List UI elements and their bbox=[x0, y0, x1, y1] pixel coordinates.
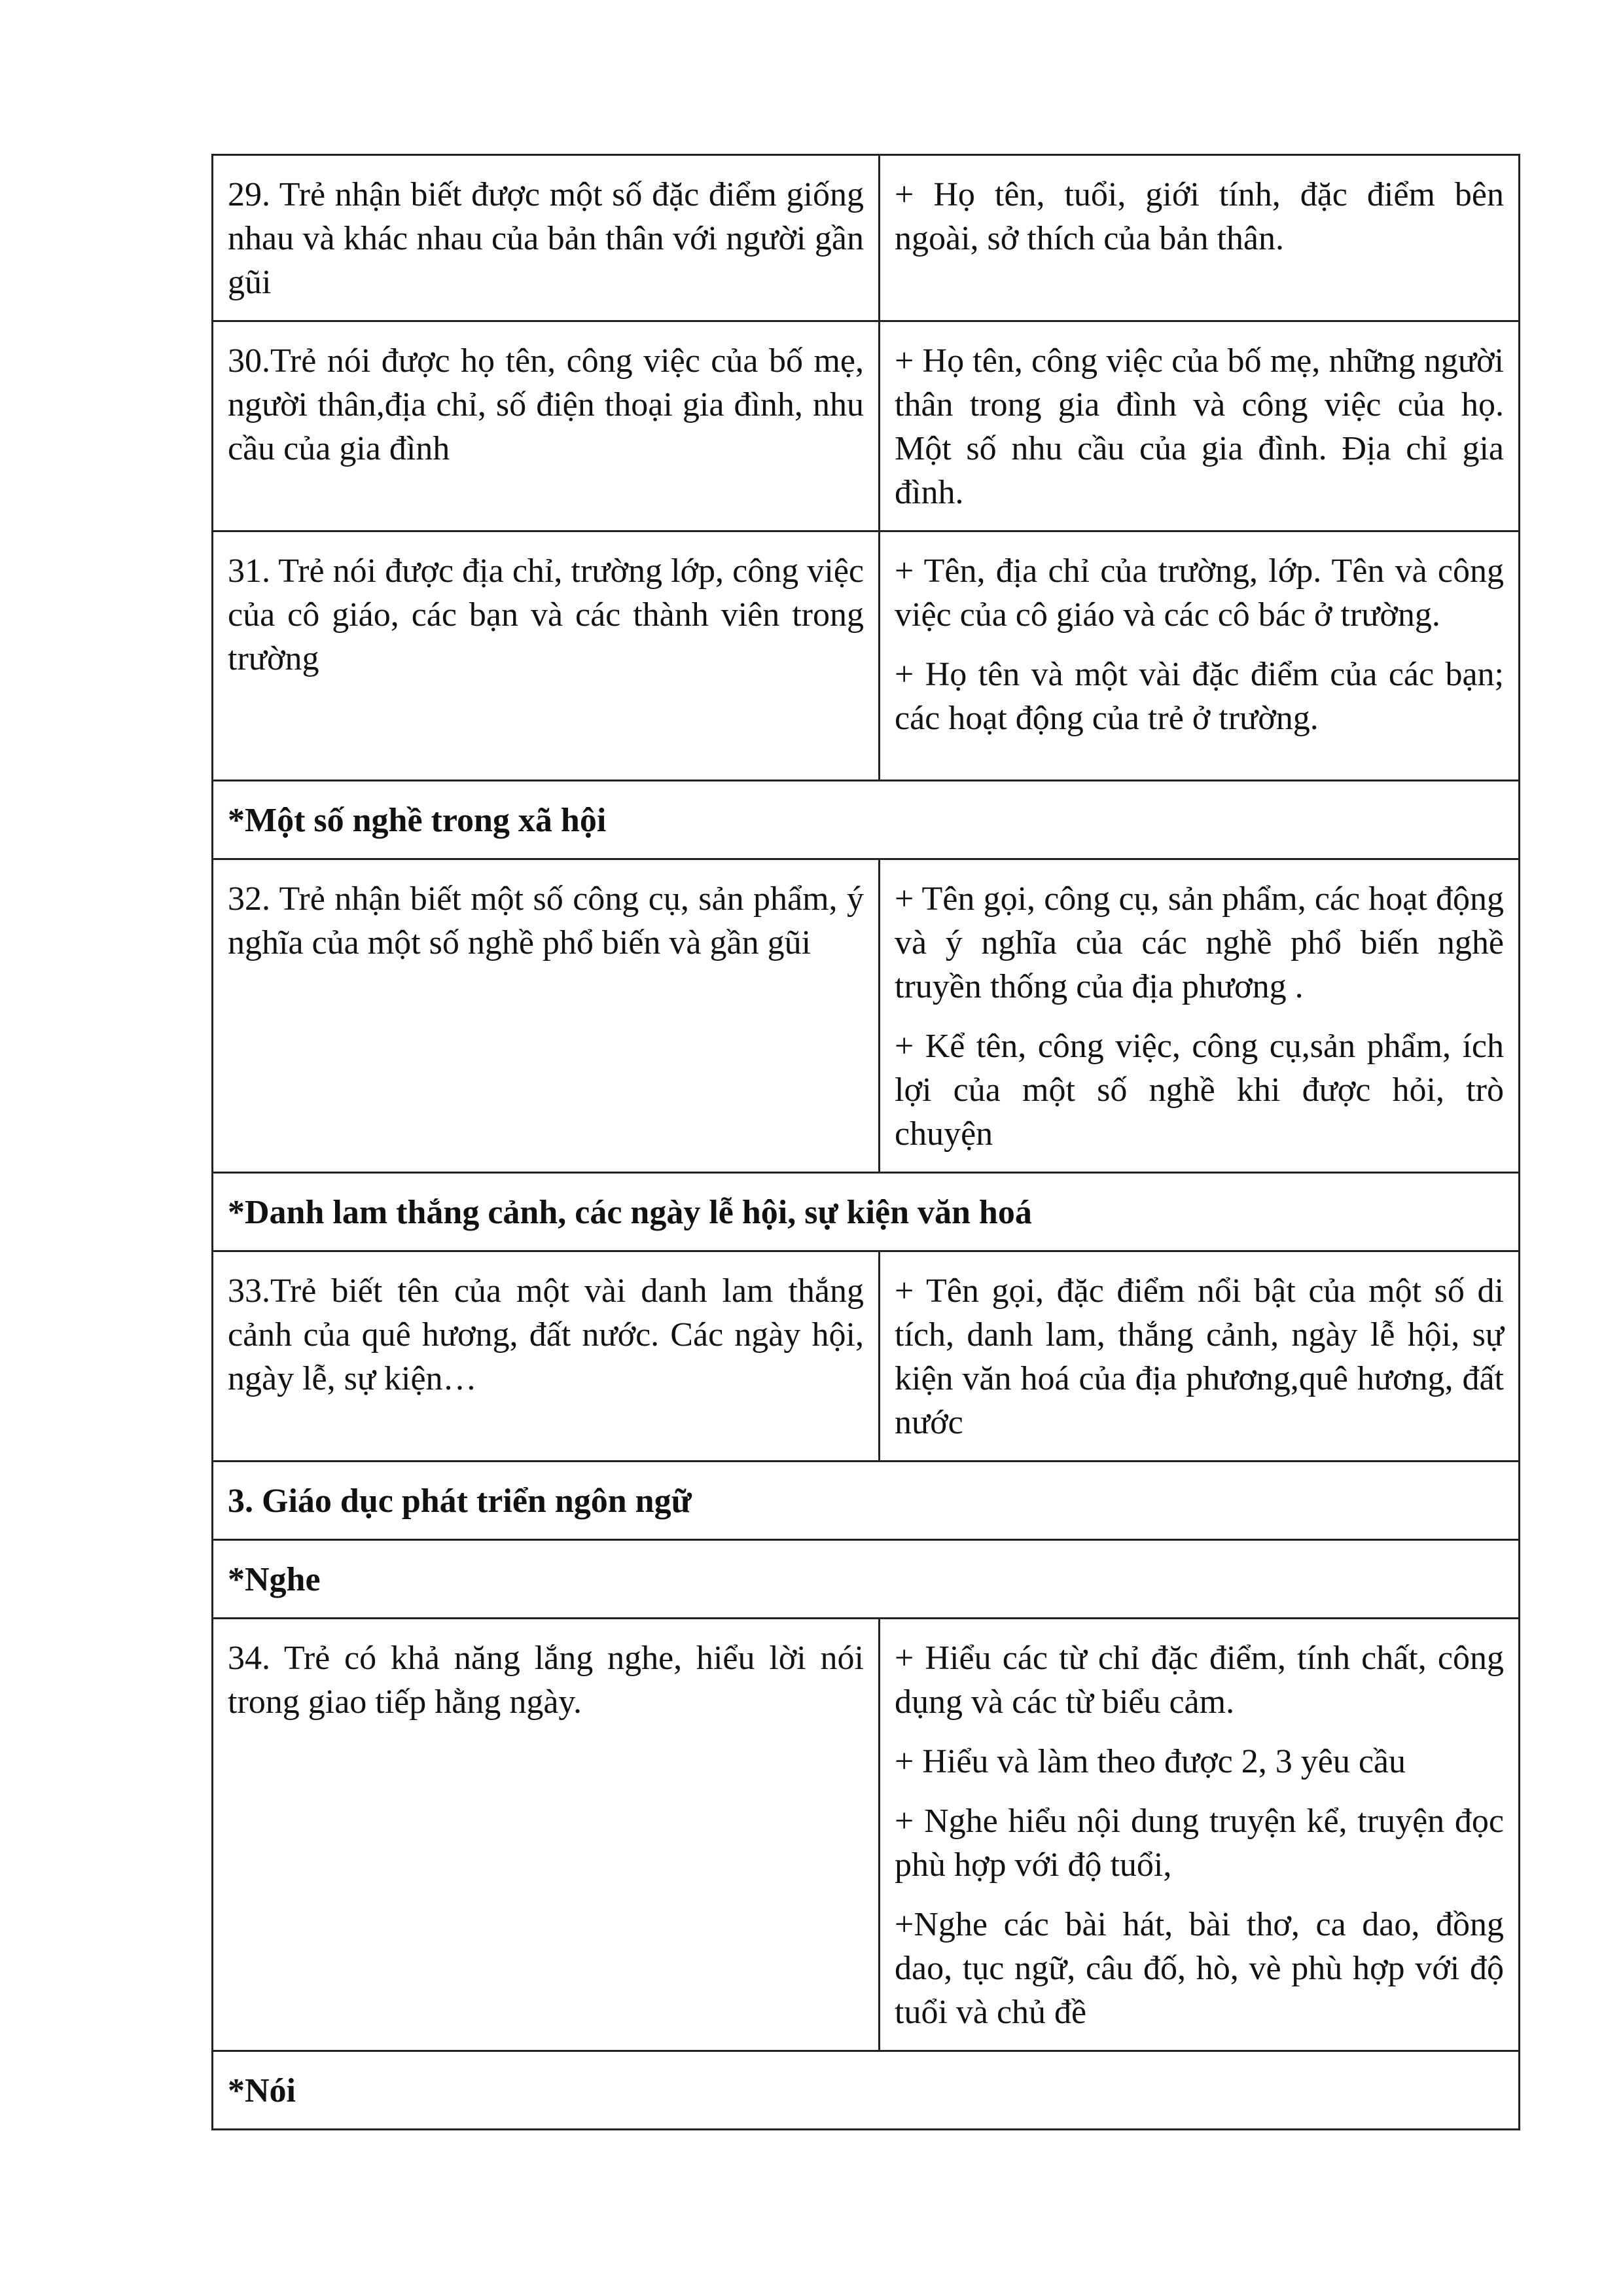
content-item: + Họ tên, công việc của bố mẹ, những người thân trong gia đình và công việc của họ. Một số nhu cầu của gia đình. Địa chỉ gia đình. bbox=[895, 342, 1504, 511]
goal-cell: 32. Trẻ nhận biết một số công cụ, sản phẩm, ý nghĩa của một số nghề phổ biến và gần gũi bbox=[213, 859, 880, 1173]
content-item: + Họ tên, tuổi, giới tính, đặc điểm bên ngoài, sở thích của bản thân. bbox=[895, 176, 1504, 257]
table-row bbox=[213, 1251, 1520, 1462]
content-cell bbox=[880, 155, 1520, 321]
content-item: + Nghe hiểu nội dung truyện kể, truyện đọc phù hợp với độ tuổi, bbox=[895, 1803, 1504, 1884]
section-row bbox=[213, 781, 1520, 859]
table-row bbox=[213, 531, 1520, 781]
section-heading: *Một số nghề trong xã hội bbox=[213, 781, 1520, 859]
section-heading: *Nghe bbox=[213, 1540, 1520, 1619]
section-heading: *Danh lam thắng cảnh, các ngày lễ hội, sự kiện văn hoá bbox=[213, 1173, 1520, 1251]
content-cell bbox=[880, 321, 1520, 531]
content-item: + Họ tên và một vài đặc điểm của các bạn; các hoạt động của trẻ ở trường. bbox=[895, 656, 1504, 737]
table-row bbox=[213, 321, 1520, 531]
content-item: + Tên, địa chỉ của trường, lớp. Tên và công việc của cô giáo và các cô bác ở trường. bbox=[895, 552, 1504, 634]
content-item: + Hiểu và làm theo được 2, 3 yêu cầu bbox=[895, 1743, 1406, 1780]
content-cell bbox=[880, 1251, 1520, 1462]
section-heading: 3. Giáo dục phát triển ngôn ngữ bbox=[213, 1462, 1520, 1540]
goal-cell: 29. Trẻ nhận biết được một số đặc điểm giống nhau và khác nhau của bản thân với người gần gũi bbox=[213, 155, 880, 321]
content-item: + Hiểu các từ chỉ đặc điểm, tính chất, công dụng và các từ biểu cảm. bbox=[895, 1640, 1504, 1721]
curriculum-table bbox=[211, 154, 1520, 2130]
content-cell bbox=[880, 859, 1520, 1173]
content-cell bbox=[880, 1619, 1520, 2051]
section-row bbox=[213, 1540, 1520, 1619]
content-cell bbox=[880, 531, 1520, 781]
section-row bbox=[213, 2051, 1520, 2130]
section-row bbox=[213, 1462, 1520, 1540]
content-item: + Tên gọi, đặc điểm nổi bật của một số di tích, danh lam, thắng cảnh, ngày lễ hội, sự kiện văn hoá của địa phương,quê hương, đất nước bbox=[895, 1272, 1504, 1441]
content-item: + Kể tên, công việc, công cụ,sản phẩm, ích lợi của một số nghề khi được hỏi, trò chuyện bbox=[895, 1028, 1504, 1153]
content-item: + Tên gọi, công cụ, sản phẩm, các hoạt động và ý nghĩa của các nghề phổ biến nghề truyền thống của địa phương . bbox=[895, 880, 1504, 1005]
table-row bbox=[213, 155, 1520, 321]
goal-cell: 30.Trẻ nói được họ tên, công việc của bố mẹ, người thân,địa chỉ, số điện thoại gia đình, nhu cầu của gia đình bbox=[213, 321, 880, 531]
content-item: +Nghe các bài hát, bài thơ, ca dao, đồng dao, tục ngữ, câu đố, hò, vè phù hợp với độ tuổi và chủ đề bbox=[895, 1906, 1504, 2031]
section-row bbox=[213, 1173, 1520, 1251]
table-row bbox=[213, 1619, 1520, 2051]
goal-cell: 33.Trẻ biết tên của một vài danh lam thắng cảnh của quê hương, đất nước. Các ngày hội, ngày lễ, sự kiện… bbox=[213, 1251, 880, 1462]
table-row bbox=[213, 859, 1520, 1173]
goal-cell: 31. Trẻ nói được địa chỉ, trường lớp, công việc của cô giáo, các bạn và các thành viên trong trường bbox=[213, 531, 880, 781]
goal-cell: 34. Trẻ có khả năng lắng nghe, hiểu lời nói trong giao tiếp hằng ngày. bbox=[213, 1619, 880, 2051]
section-heading: *Nói bbox=[213, 2051, 1520, 2130]
